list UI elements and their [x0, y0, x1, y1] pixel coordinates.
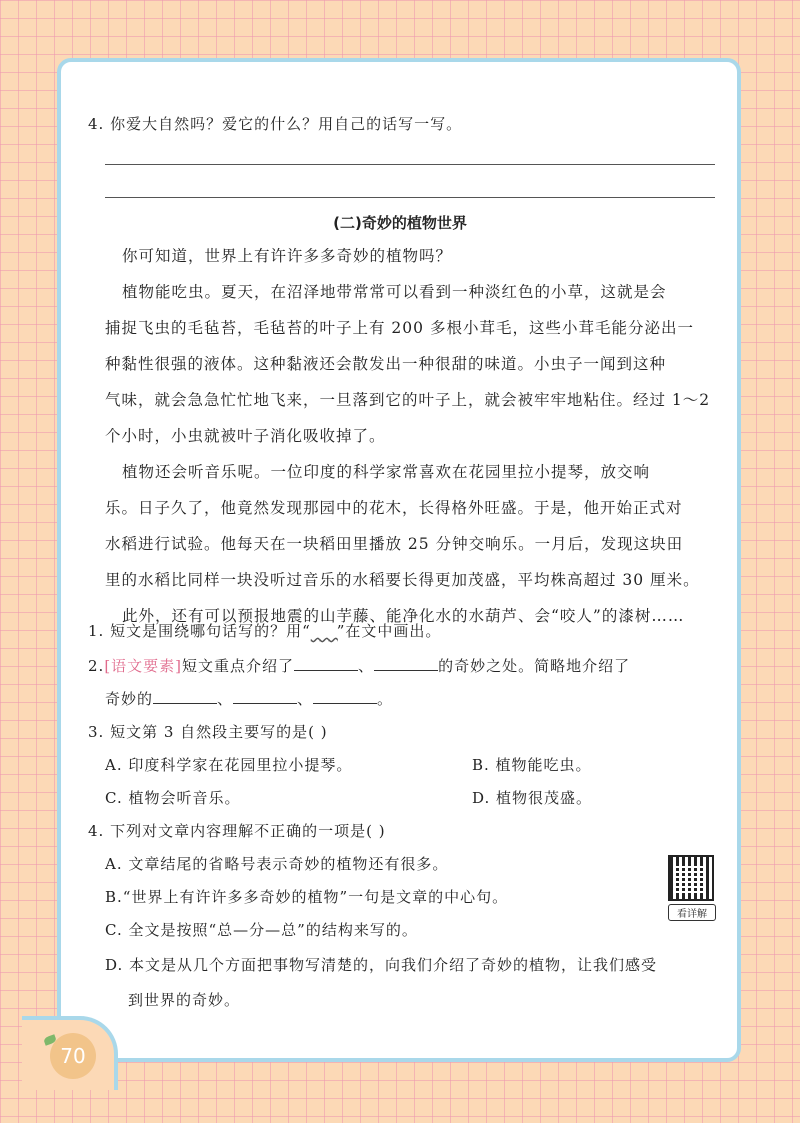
option-c[interactable]: C. 全文是按照“总—分—总”的结构来写的。 [105, 921, 418, 939]
question-4: 4. 下列对文章内容理解不正确的一项是( ) [88, 822, 386, 840]
separator: 、 [297, 690, 314, 708]
question-1-text: 1. 短文是围绕哪句话写的？用“ [88, 622, 311, 640]
article-line: 水稻进行试验。他每天在一块稻田里播放 25 分钟交响乐。一月后，发现这块田 [105, 535, 684, 553]
section-title: (二)奇妙的植物世界 [333, 214, 467, 232]
article [105, 238, 725, 634]
qr-label[interactable]: 看详解 [668, 904, 716, 921]
question-1 [88, 620, 441, 641]
article-line: 乐。日子久了，他竟然发现那园中的花木，长得格外旺盛。于是，他开始正式对 [105, 499, 683, 517]
separator: 、 [217, 690, 234, 708]
blank-field[interactable] [233, 689, 297, 704]
article-line: 气味，就会急急忙忙地飞来，一旦落到它的叶子上，就会被牢牢地粘住。经过 1～2 [105, 391, 711, 409]
answer-line-2[interactable] [105, 197, 715, 198]
article-line: 个小时，小虫就被叶子消化吸收掉了。 [105, 427, 386, 445]
option-a[interactable]: A. 印度科学家在花园里拉小提琴。 [105, 756, 353, 774]
separator: 、 [358, 657, 375, 675]
qr-code-icon[interactable] [668, 855, 714, 901]
option-b[interactable]: B.“世界上有许许多多奇妙的植物”一句是文章的中心句。 [105, 888, 509, 906]
blank-field[interactable] [153, 689, 217, 704]
question-2-number: 2. [88, 657, 105, 675]
article-line: 你可知道，世界上有许许多多奇妙的植物吗？ [122, 247, 453, 265]
wavy-line-symbol [311, 622, 337, 640]
blank-field[interactable] [313, 689, 377, 704]
option-d[interactable]: D. 本文是从几个方面把事物写清楚的，向我们介绍了奇妙的植物，让我们感受 [105, 956, 658, 974]
option-d-cont: 到世界的奇妙。 [128, 991, 241, 1009]
option-d[interactable]: D. 植物很茂盛。 [472, 789, 593, 807]
question-2 [88, 655, 630, 676]
article-line: 植物能吃虫。夏天，在沼泽地带常常可以看到一种淡红色的小草，这就是会 [122, 283, 667, 301]
article-line: 此外，还有可以预报地震的山芋藤、能净化水的水葫芦、会“咬人”的漆树…… [122, 607, 685, 625]
question-1-text-end: ”在文中画出。 [336, 622, 442, 640]
blank-field[interactable] [294, 656, 358, 671]
article-line: 植物还会听音乐呢。一位印度的科学家常喜欢在花园里拉小提琴，放交响 [122, 463, 651, 481]
article-line: 捕捉飞虫的毛毡苔，毛毡苔的叶子上有 200 多根小茸毛，这些小茸毛能分泌出一 [105, 319, 694, 337]
question-2-text-2: 的奇妙之处。简略地介绍了 [438, 657, 631, 675]
question-3: 3. 短文第 3 自然段主要写的是( ) [88, 723, 328, 741]
article-line: 里的水稻比同样一块没听过音乐的水稻要长得更加茂盛，平均株高超过 30 厘米。 [105, 571, 700, 589]
question-2-text-3: 奇妙的 [105, 690, 154, 708]
article-line: 种黏性很强的液体。这种黏液还会散发出一种很甜的味道。小虫子一闻到这种 [105, 355, 667, 373]
page-number: 70 [50, 1033, 96, 1079]
question-2-cont [105, 688, 393, 709]
option-a[interactable]: A. 文章结尾的省略号表示奇妙的植物还有很多。 [105, 855, 449, 873]
period: 。 [377, 690, 394, 708]
answer-line-1[interactable] [105, 164, 715, 165]
question-4-top: 4. 你爱大自然吗？爱它的什么？用自己的话写一写。 [88, 115, 463, 133]
question-2-text: 短文重点介绍了 [182, 657, 295, 675]
option-b[interactable]: B. 植物能吃虫。 [472, 756, 592, 774]
option-c[interactable]: C. 植物会听音乐。 [105, 789, 241, 807]
question-2-tag: [语文要素] [104, 657, 183, 675]
blank-field[interactable] [374, 656, 438, 671]
